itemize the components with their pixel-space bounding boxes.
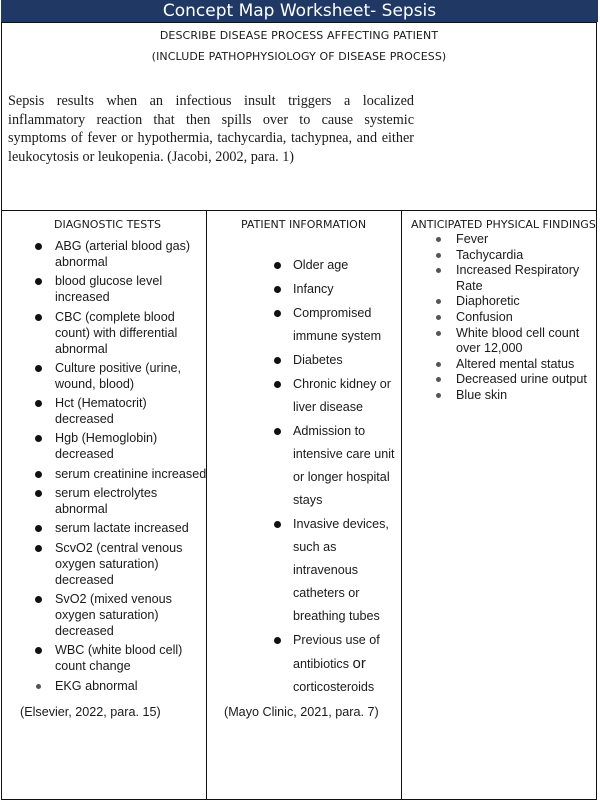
bullet-icon — [274, 521, 281, 528]
list-item: ScvO2 (central venous oxygen saturation) decreased — [2, 540, 207, 588]
worksheet-frame — [1, 22, 597, 800]
diagnostic-tests-column — [2, 211, 207, 799]
list-item: Decreased urine output — [402, 372, 597, 388]
bullet-icon — [436, 253, 441, 258]
bullet-icon — [436, 362, 441, 367]
bullet-icon — [274, 310, 281, 317]
diagnostic-tests-citation: (Elsevier, 2022, para. 15) — [20, 705, 161, 719]
list-item: Previous use of antibiotics or corticosteroids — [207, 629, 402, 699]
list-item: Older age — [207, 254, 402, 277]
list-item: Hgb (Hemoglobin) decreased — [2, 430, 207, 462]
bullet-icon — [35, 647, 42, 654]
disease-process-heading: DESCRIBE DISEASE PROCESS AFFECTING PATIENT — [159, 29, 439, 42]
bullet-icon — [436, 237, 441, 242]
bullet-icon — [35, 365, 42, 372]
physical-findings-column — [402, 211, 597, 799]
list-item: Admission to intensive care unit or longer hospital stays — [207, 420, 402, 512]
bullet-icon — [274, 357, 281, 364]
bullet-icon — [35, 596, 42, 603]
list-item: SvO2 (mixed venous oxygen saturation) decreased — [2, 591, 207, 639]
bullet-icon — [35, 471, 42, 478]
list-item: blood glucose level increased — [2, 273, 207, 305]
physical-findings-title: ANTICIPATED PHYSICAL FINDINGS — [411, 218, 596, 231]
list-item: serum electrolytes abnormal — [2, 485, 207, 517]
list-item: Hct (Hematocrit) decreased — [2, 395, 207, 427]
bullet-icon — [35, 545, 42, 552]
disease-process-subheading: (INCLUDE PATHOPHYSIOLOGY OF DISEASE PROCESS) — [151, 50, 447, 63]
list-item: CBC (complete blood count) with differential abnormal — [2, 309, 207, 357]
bullet-icon — [436, 299, 441, 304]
list-item: Diabetes — [207, 349, 402, 372]
bullet-icon — [35, 525, 42, 532]
list-item: Diaphoretic — [402, 294, 597, 310]
physical-findings-list — [402, 232, 597, 404]
list-item: Fever — [402, 232, 597, 248]
list-item: Compromised immune system — [207, 302, 402, 348]
list-item: ABG (arterial blood gas) abnormal — [2, 238, 207, 270]
patient-information-list — [207, 254, 402, 700]
bullet-icon — [35, 243, 42, 250]
list-item: Increased Respiratory Rate — [402, 263, 597, 294]
list-item: Invasive devices, such as intravenous catheters or breathing tubes — [207, 513, 402, 628]
diagnostic-tests-title: DIAGNOSTIC TESTS — [54, 218, 161, 231]
list-item: WBC (white blood cell) count change — [2, 642, 207, 674]
bullet-icon — [274, 286, 281, 293]
bullet-icon — [35, 490, 42, 497]
patient-information-citation: (Mayo Clinic, 2021, para. 7) — [224, 705, 379, 719]
bullet-icon — [436, 331, 441, 336]
list-item: Infancy — [207, 278, 402, 301]
list-item: White blood cell count over 12,000 — [402, 326, 597, 357]
bullet-icon — [35, 278, 42, 285]
bullet-icon — [274, 428, 281, 435]
disease-process-section — [2, 23, 596, 211]
diagnostic-tests-list — [2, 238, 207, 694]
bullet-icon — [35, 400, 42, 407]
list-item: Chronic kidney or liver disease — [207, 373, 402, 419]
list-item: EKG abnormal — [2, 678, 207, 694]
list-item: serum lactate increased — [2, 520, 207, 536]
bullet-icon — [436, 315, 441, 320]
bullet-icon — [274, 637, 281, 644]
disease-process-text: Sepsis results when an infectious insult triggers a localized inflammatory reaction that then spills over to cause systemic symptoms of fever or hypothermia, tachycardia, tachypnea, and either leukocytosis or leukopenia. (Jacobi, 2002, para. 1) — [8, 93, 414, 165]
list-item: Confusion — [402, 310, 597, 326]
list-item: Altered mental status — [402, 357, 597, 373]
list-item: Blue skin — [402, 388, 597, 404]
bullet-icon — [36, 684, 41, 689]
patient-information-column — [207, 211, 402, 799]
list-item: serum creatinine increased — [2, 466, 207, 482]
worksheet-title: Concept Map Worksheet- Sepsis — [1, 0, 598, 22]
bullet-icon — [436, 393, 441, 398]
list-item: Culture positive (urine, wound, blood) — [2, 360, 207, 392]
bullet-icon — [436, 268, 441, 273]
bullet-icon — [436, 377, 441, 382]
bullet-icon — [274, 262, 281, 269]
bullet-icon — [35, 314, 42, 321]
bullet-icon — [35, 435, 42, 442]
bullet-icon — [274, 381, 281, 388]
list-item: Tachycardia — [402, 248, 597, 264]
patient-information-title: PATIENT INFORMATION — [241, 218, 367, 231]
